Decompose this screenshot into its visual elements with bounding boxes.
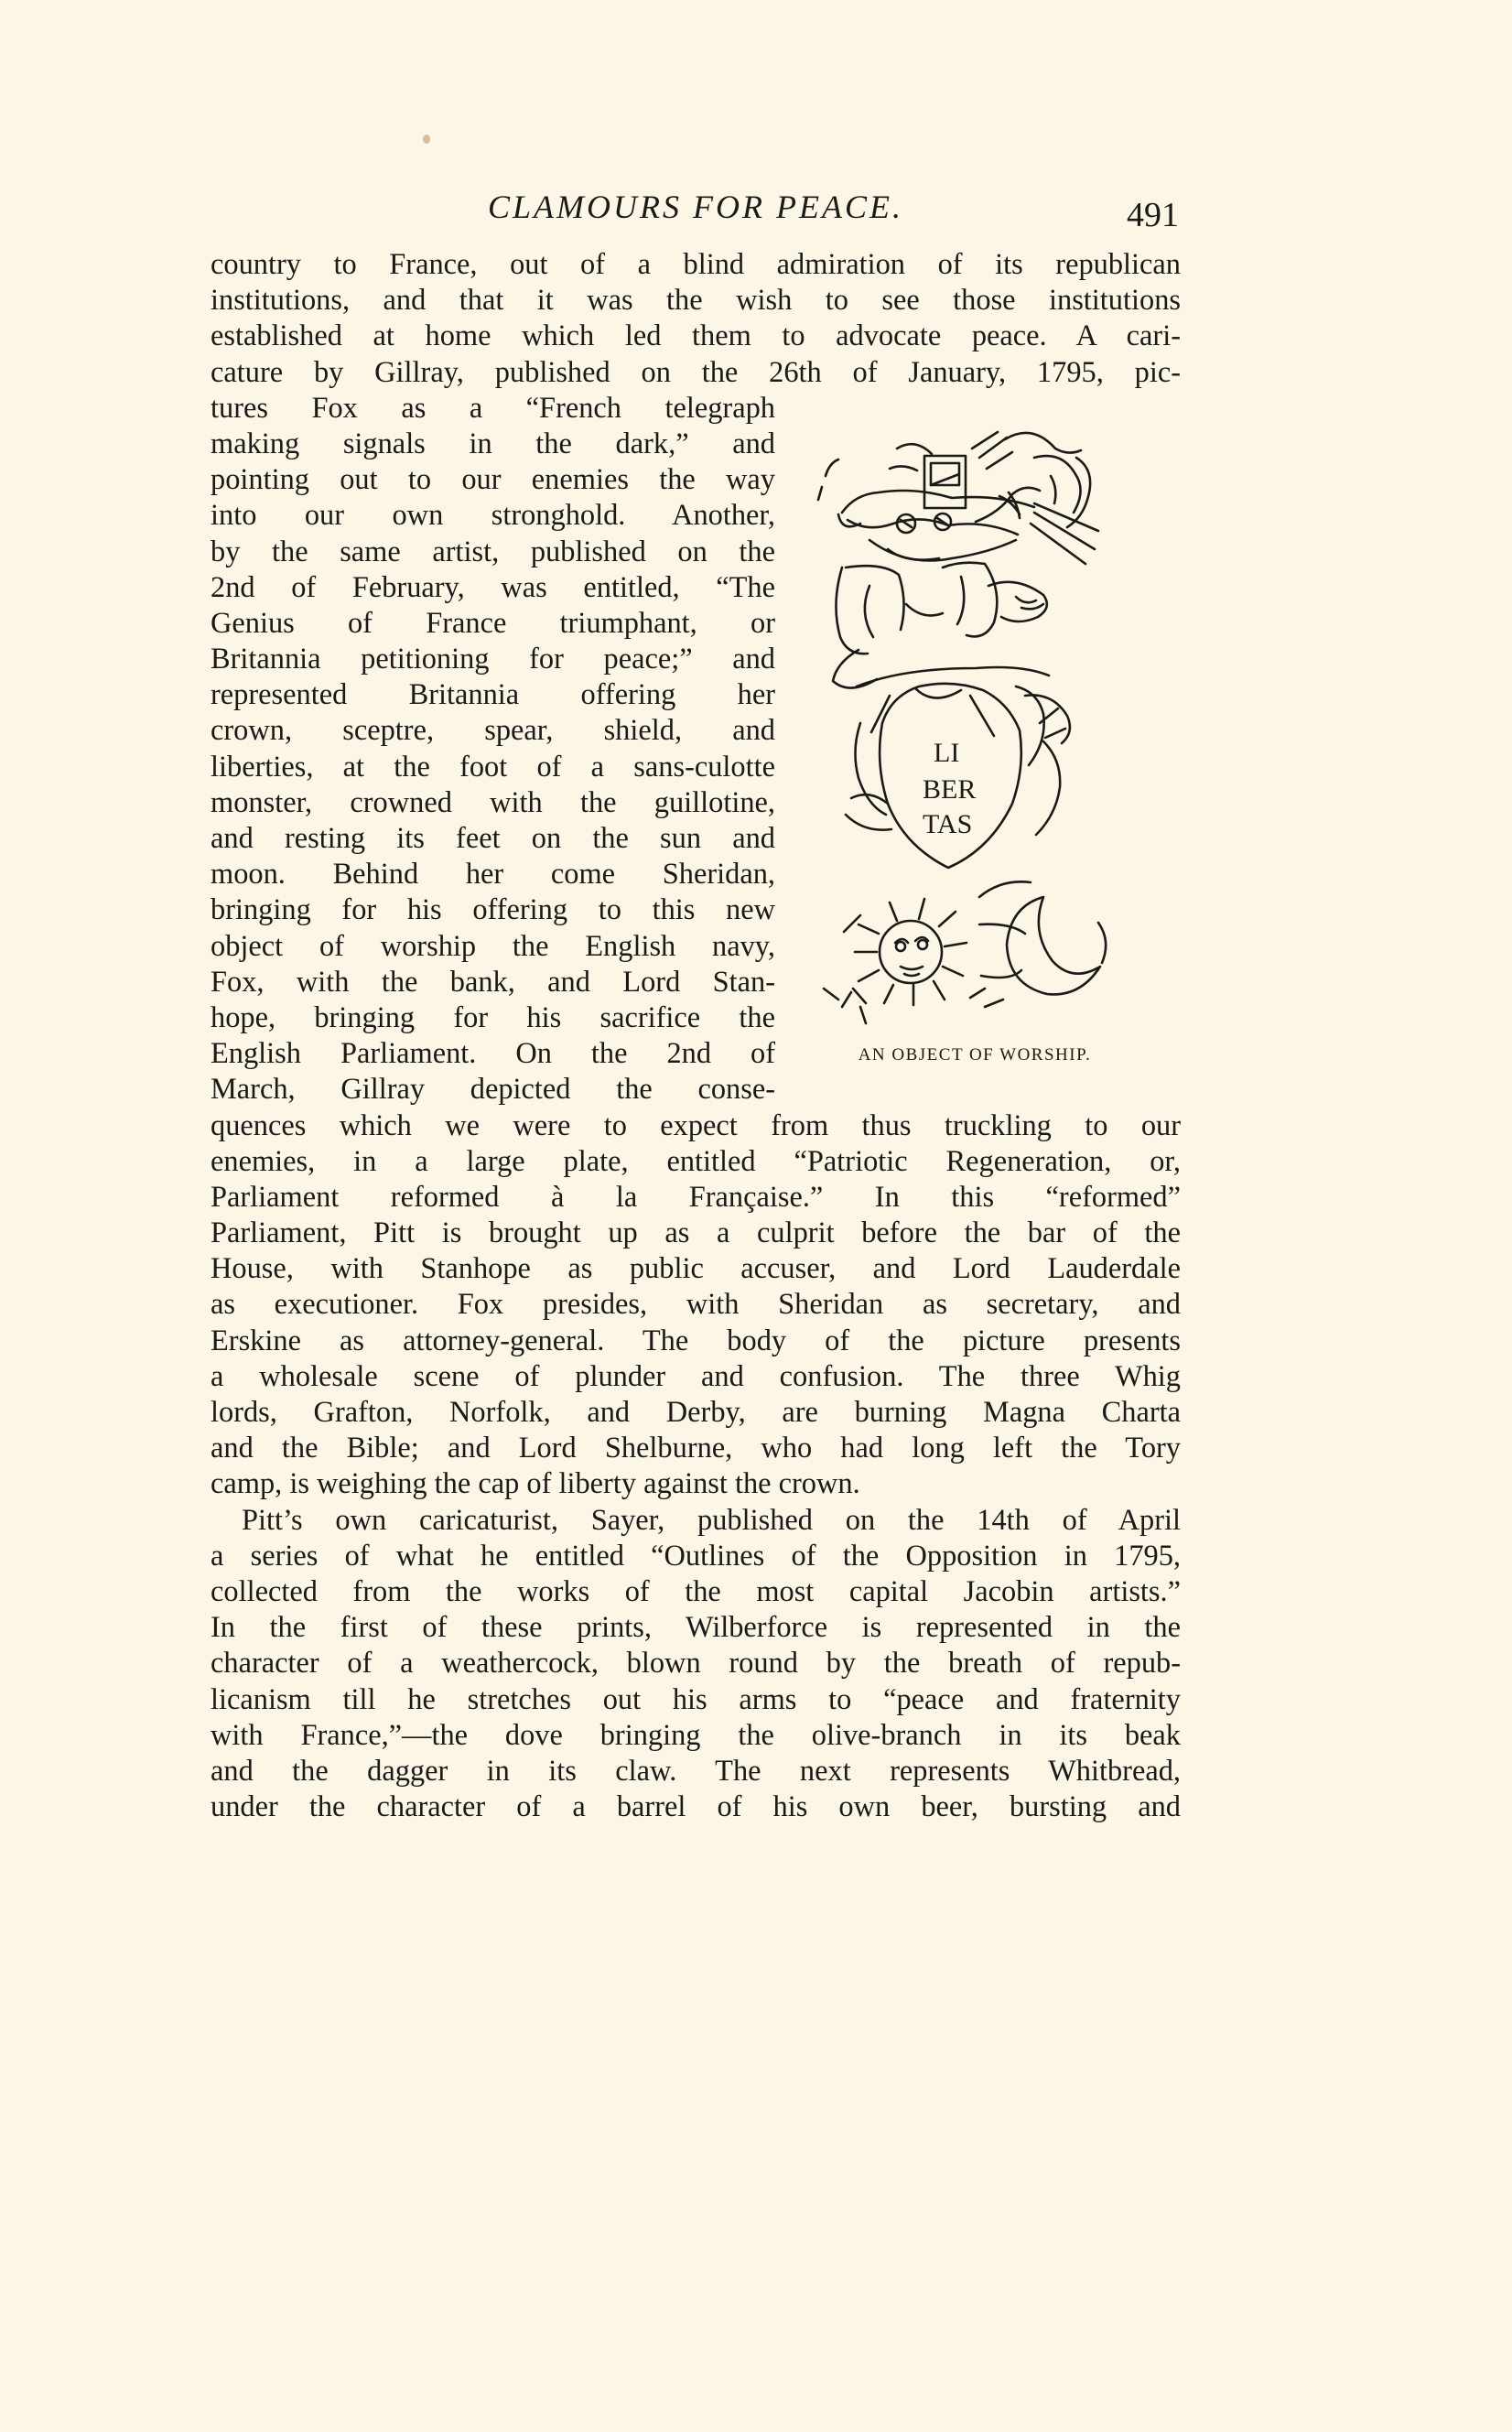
running-head xyxy=(211,188,1181,233)
text-line: with France,”—the dove bringing the olive-branch in its beak xyxy=(211,1718,1181,1752)
text-line: a series of what he entitled “Outlines of the Opposition in 1795, xyxy=(211,1539,1181,1573)
inscription-line: LI xyxy=(934,738,960,768)
text-line: licanism till he stretches out his arms to “peace and fraternity xyxy=(211,1682,1181,1716)
text-line: liberties, at the foot of a sans-culotte xyxy=(211,750,775,784)
text-line: Fox, with the bank, and Lord Stan- xyxy=(211,965,775,999)
text-line: institutions, and that it was the wish to see those institutions xyxy=(211,284,1181,318)
text-line: character of a weathercock, blown round by the breath of repub- xyxy=(211,1647,1181,1681)
sun-face xyxy=(844,899,967,1005)
text-line: under the character of a barrel of his own beer, bursting and xyxy=(211,1790,1181,1824)
caricature-figure xyxy=(805,421,1172,1065)
text-line: tures Fox as a “French telegraph xyxy=(211,391,775,425)
text-line: House, with Stanhope as public accuser, and Lord Lauderdale xyxy=(211,1252,1181,1286)
text-line: camp, is weighing the cap of liberty against the crown. xyxy=(211,1467,860,1501)
text-line: English Parliament. On the 2nd of xyxy=(211,1037,775,1071)
text-line: Genius of France triumphant, or xyxy=(211,606,775,640)
monster-body xyxy=(833,563,1070,765)
text-line: object of worship the English navy, xyxy=(211,929,775,963)
text-line: established at home which led them to advocate peace. A cari- xyxy=(211,319,1181,353)
text-line: March, Gillray depicted the conse- xyxy=(211,1073,775,1107)
text-line: lords, Grafton, Norfolk, and Derby, are burning Magna Charta xyxy=(211,1396,1181,1429)
inscription-line: TAS xyxy=(923,809,973,839)
text-line: pointing out to our enemies the way xyxy=(211,463,775,497)
caricature-illustration xyxy=(805,421,1172,1043)
guillotine-crown xyxy=(818,432,1090,527)
text-line: into our own stronghold. Another, xyxy=(211,499,775,533)
running-title: CLAMOURS FOR PEACE. xyxy=(488,189,903,225)
text-line: cature by Gillray, published on the 26th of January, 1795, pic- xyxy=(211,355,1181,389)
figure-caption: AN OBJECT OF WORSHIP. xyxy=(858,1045,1092,1065)
monster-head xyxy=(838,488,1098,564)
text-line: 2nd of February, was entitled, “The xyxy=(211,570,775,604)
text-line: by the same artist, published on the xyxy=(211,535,775,568)
text-line: a wholesale scene of plunder and confusion. The three Whig xyxy=(211,1359,1181,1393)
text-line: crown, sceptre, spear, shield, and xyxy=(211,714,775,748)
shield-inscription xyxy=(923,738,976,839)
text-line: moon. Behind her come Sheridan, xyxy=(211,858,775,892)
text-line: and resting its feet on the sun and xyxy=(211,822,775,855)
text-line: represented Britannia offering her xyxy=(211,678,775,712)
text-line: and the dagger in its claw. The next represents Whitbread, xyxy=(211,1754,1181,1788)
text-line: and the Bible; and Lord Shelburne, who had long left the Tory xyxy=(211,1432,1181,1465)
text-line: Britannia petitioning for peace;” and xyxy=(211,643,775,676)
ink-speck xyxy=(423,135,430,144)
text-line: collected from the works of the most capital Jacobin artists.” xyxy=(211,1574,1181,1608)
text-line: making signals in the dark,” and xyxy=(211,427,775,460)
inscription-line: BER xyxy=(923,774,977,805)
page-number: 491 xyxy=(1127,196,1179,234)
text-line: country to France, out of a blind admiration of its republican xyxy=(211,248,1181,281)
text-line: In the first of these prints, Wilberforce is represented in the xyxy=(211,1611,1181,1645)
text-line: enemies, in a large plate, entitled “Patriotic Regeneration, or, xyxy=(211,1144,1181,1178)
text-line: Parliament, Pitt is brought up as a culprit before the bar of the xyxy=(211,1216,1181,1250)
text-line: quences which we were to expect from thus truckling to our xyxy=(211,1108,1181,1142)
text-line: bringing for his offering to this new xyxy=(211,893,775,927)
text-line: monster, crowned with the guillotine, xyxy=(211,785,775,819)
text-line: as executioner. Fox presides, with Sheridan as secretary, and xyxy=(211,1288,1181,1322)
text-line: hope, bringing for his sacrifice the xyxy=(211,1000,775,1034)
text-line: Pitt’s own caricaturist, Sayer, published on the 14th of April xyxy=(242,1503,1181,1537)
text-line: Parliament reformed à la Française.” In this “reformed” xyxy=(211,1180,1181,1214)
moon-crescent xyxy=(979,881,1106,994)
text-line: Erskine as attorney-general. The body of the picture presents xyxy=(211,1324,1181,1357)
